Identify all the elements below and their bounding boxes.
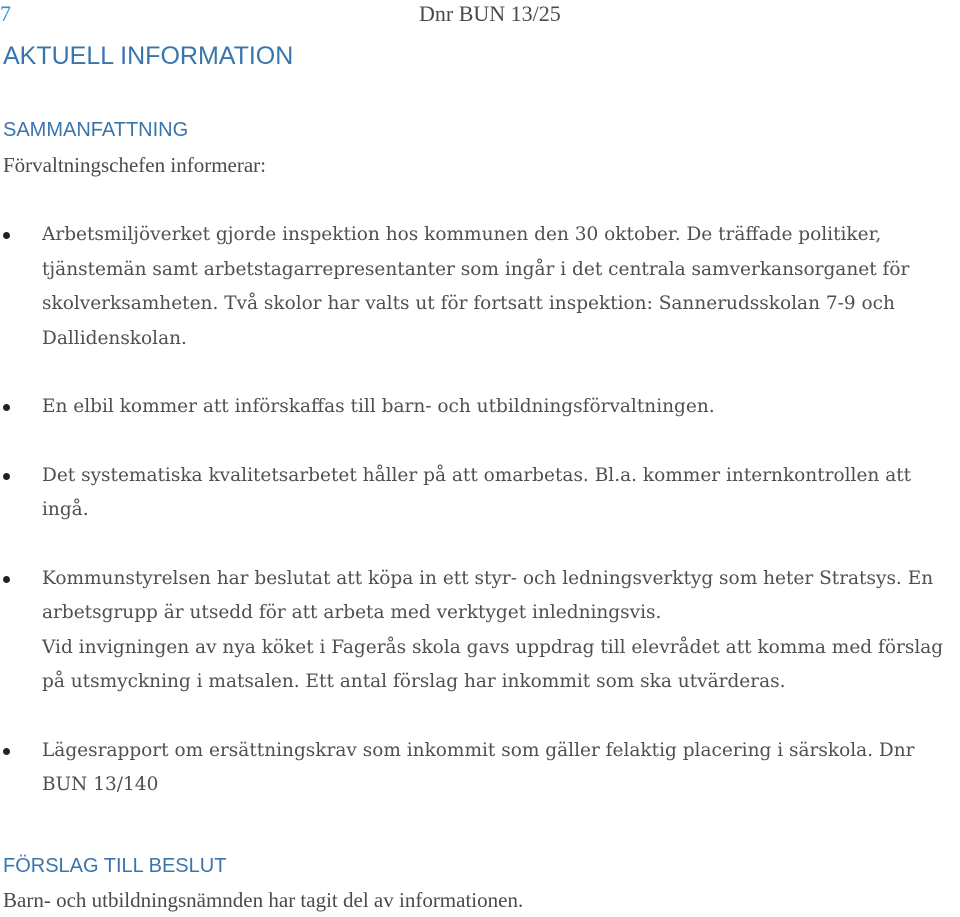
list-item bbox=[0, 459, 960, 528]
list-item-text: Arbetsmiljöverket gjorde inspektion hos kommunen den 30 oktober. De träffade politiker, tjänstemän samt arbetstagarrepresentanter som ingår i det centrala samverkansorganet för skolverksamheten. Två skolor har valts ut för fortsatt inspektion: Sannerudsskolan 7-9 och Dallidenskolan. bbox=[42, 224, 910, 349]
information-list bbox=[0, 218, 960, 803]
list-item bbox=[0, 562, 960, 700]
list-item-text: Lägesrapport om ersättningskrav som inkommit som gäller felaktig placering i särskola. Dnr BUN 13/140 bbox=[42, 739, 915, 795]
bullet-icon bbox=[3, 473, 10, 480]
list-item-text: Kommunstyrelsen har beslutat att köpa in ett styr- och ledningsverktyg som heter Stratsys. En arbetsgrupp är utsedd för att arbeta med verktyget inledningsvis. bbox=[42, 567, 934, 623]
bullet-icon bbox=[3, 232, 10, 239]
proposal-text: Barn- och utbildningsnämnden har tagit del av informationen. bbox=[3, 888, 524, 912]
summary-intro: Förvaltningschefen informerar: bbox=[3, 153, 266, 177]
page-number: 7 bbox=[0, 1, 11, 26]
list-item bbox=[0, 734, 960, 803]
list-item bbox=[0, 390, 960, 425]
summary-heading: SAMMANFATTNING bbox=[3, 119, 189, 141]
bullet-icon bbox=[3, 576, 10, 583]
proposal-heading: FÖRSLAG TILL BESLUT bbox=[3, 855, 227, 877]
list-item bbox=[0, 218, 960, 356]
page-title: AKTUELL INFORMATION bbox=[3, 42, 294, 70]
bullet-icon bbox=[3, 748, 10, 755]
list-item-text: En elbil kommer att införskaffas till barn- och utbildningsförvaltningen. bbox=[42, 396, 715, 417]
bullet-icon bbox=[3, 404, 10, 411]
document-reference: Dnr BUN 13/25 bbox=[419, 1, 561, 26]
list-item-text: Det systematiska kvalitetsarbetet håller på att omarbetas. Bl.a. kommer internkontrollen att ingå. bbox=[42, 464, 912, 520]
list-item-text: Vid invigningen av nya köket i Fagerås skola gavs uppdrag till elevrådet att komma med förslag på utsmyckning i matsalen. Ett antal förslag har inkommit som ska utvärderas. bbox=[42, 636, 944, 692]
